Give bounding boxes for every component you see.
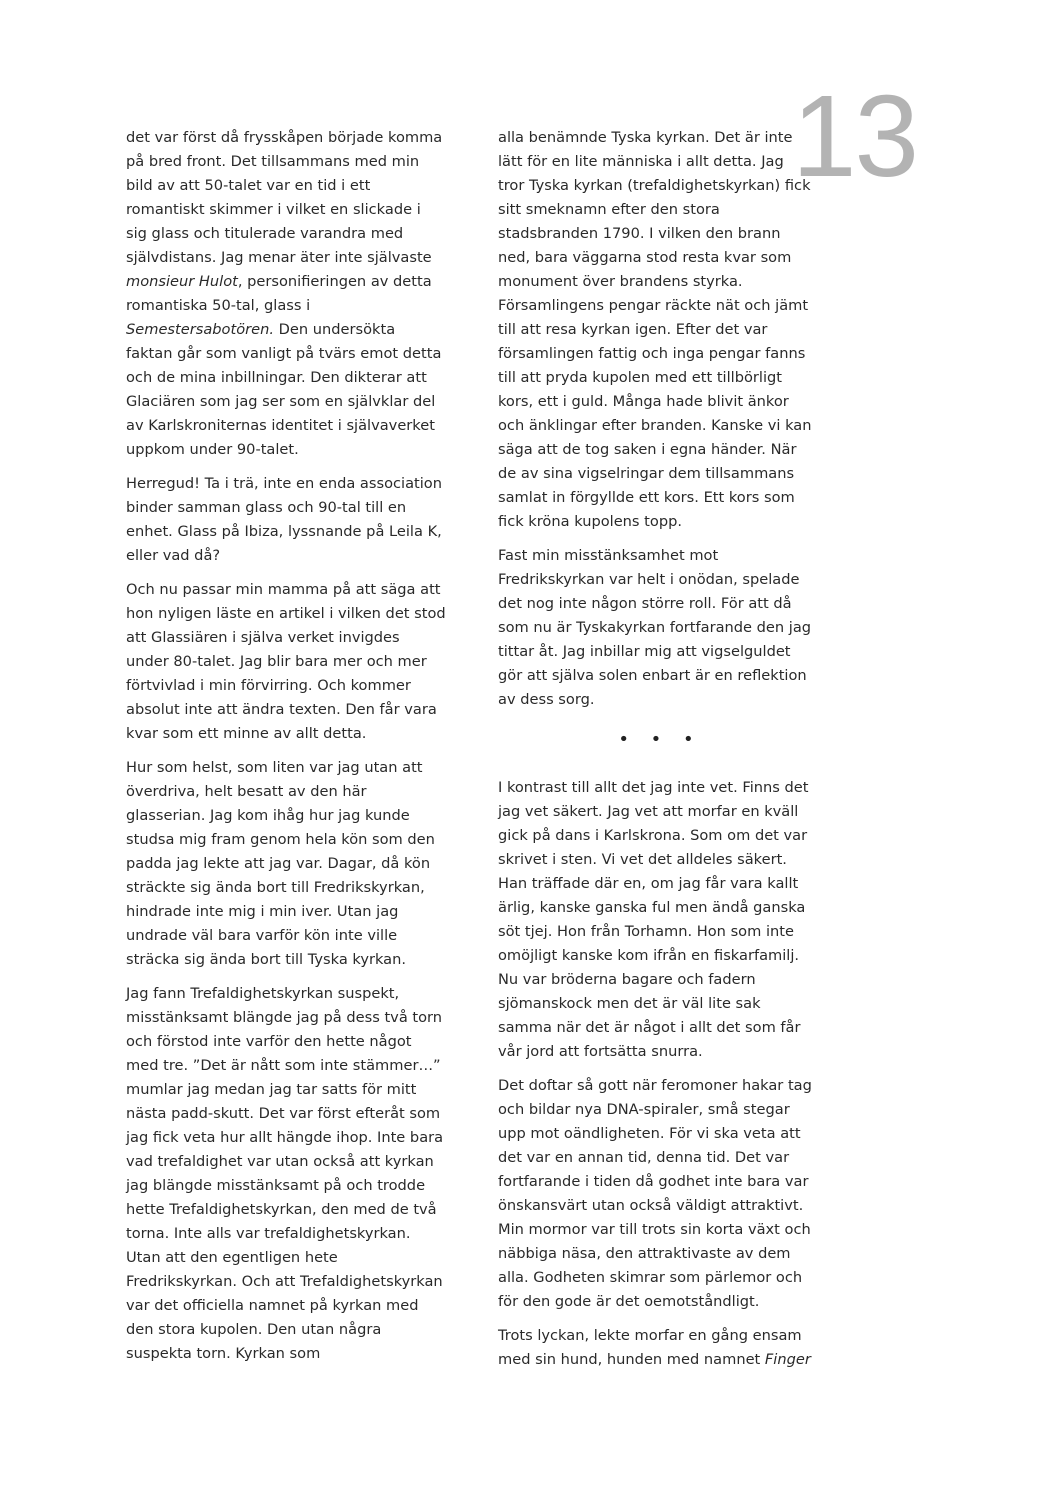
left-text-column xyxy=(126,126,446,1376)
paragraph: Det doftar så gott när feromoner hakar tag och bildar nya DNA-spiraler, små stegar upp mot oändligheten. För vi ska veta att det var en annan tid, denna tid. Det var fortfarande i tiden då godhet inte bara var önskansvärt utan också väldigt attraktivt. Min mormor var till trots sin korta växt och näbbiga näsa, den attraktivaste av dem alla. Godheten skimrar som pärlemor och för den gode är det oemotståndligt. xyxy=(498,1077,812,1310)
italic-title: Semestersabotören. xyxy=(126,321,274,338)
page-number: 13 xyxy=(792,71,918,201)
paragraph: Jag fann Trefaldighetskyrkan suspekt, misstänksamt blängde jag på dess två torn och förstod inte varför den hette något med tre. ”Det är nått som inte stämmer…” mumlar jag medan jag tar satts för mitt nästa padd-skutt. Det var först efteråt som jag fick veta hur allt hängde ihop. Inte bara vad trefaldighet var utan också att kyrkan jag blängde misstänksamt på och trodde hette Trefaldighetskyrkan, den med de två torna. Inte alls var trefaldighetskyrkan. Utan att den egentligen hete Fredrikskyrkan. Och att Trefaldighetskyrkan var det officiella namnet på kyrkan med den stora kupolen. Den utan några suspekta torn. Kyrkan som xyxy=(126,985,444,1362)
paragraph xyxy=(126,126,446,462)
paragraph-text: det var först då frysskåpen började komma på bred front. Det tillsammans med min bild av att 50-talet var en tid i ett romantiskt skimmer i vilket en slickade i sig glass och titulerade varandra med självdistans. Jag menar äter inte självaste xyxy=(126,129,443,266)
right-text-column xyxy=(498,126,814,1382)
italic-title: monsieur Hulot xyxy=(126,273,238,290)
italic-name: Finger xyxy=(764,1351,811,1368)
paragraph: I kontrast till allt det jag inte vet. Finns det jag vet säkert. Jag vet att morfar en kväll gick på dans i Karlskrona. Som om det var skrivet i sten. Vi vet det alldeles säkert. Han träffade där en, om jag får vara kallt ärlig, kanske ganska ful men ändå ganska söt tjej. Hon från Torhamn. Hon som inte omöjligt kanske kom ifrån en fiskarfamilj. Nu var bröderna bagare och fadern sjömanskock men det är väl lite sak samma när det är något i allt det som får vår jord att fortsätta snurra. xyxy=(498,779,809,1060)
paragraph xyxy=(498,1324,814,1372)
paragraph-text: , personifieringen av detta romantiska 50-tal, glass i xyxy=(126,273,432,314)
paragraph: Hur som helst, som liten var jag utan att överdriva, helt besatt av den här glasserian. Jag kom ihåg hur jag kunde studsa mig fram genom hela kön som den padda jag lekte att jag var. Dagar, då kön sträckte sig ända bort till Fredrikskyrkan, hindrade inte mig i min iver. Utan jag undrade väl bara varför kön inte ville sträcka sig ända bort till Tyska kyrkan. xyxy=(126,759,435,968)
paragraph: alla benämnde Tyska kyrkan. Det är inte lätt för en lite människa i allt detta. Jag tror Tyska kyrkan (trefaldighetskyrkan) fick sitt smeknamn efter den stora stadsbranden 1790. I vilken den brann ned, bara väggarna stod resta kvar som monument över brandens styrka. Församlingens pengar räckte nät och jämt till att resa kyrkan igen. Efter det var församlingen fattig och inga pengar fanns till att pryda kupolen med ett tillbörligt kors, ett i guld. Många hade blivit änkor och änklingar efter branden. Kanske vi kan säga att de tog saken i egna händer. När de av sina vigselringar dem tillsammans samlat in förgyllde ett kors. Ett kors som fick kröna kupolens topp. xyxy=(498,129,812,530)
paragraph-text: Trots lyckan, lekte morfar en gång ensam med sin hund, hunden med namnet xyxy=(498,1327,802,1368)
section-break: • • • xyxy=(618,729,702,750)
paragraph: Fast min misstänksamhet mot Fredrikskyrkan var helt i onödan, spelade det nog inte någon större roll. För att då som nu är Tyskakyrkan fortfarande den jag tittar åt. Jag inbillar mig att vigselguldet gör att själva solen enbart är en reflektion av dess sorg. xyxy=(498,547,812,708)
paragraph: Herregud! Ta i trä, inte en enda association binder samman glass och 90-tal till en enhet. Glass på Ibiza, lyssnande på Leila K, eller vad då? xyxy=(126,475,442,564)
paragraph: Och nu passar min mamma på att säga att hon nyligen läste en artikel i vilken det stod att Glassiären i själva verket invigdes under 80-talet. Jag blir bara mer och mer förtvivlad i min förvirring. Och kommer absolut inte att ändra texten. Den får vara kvar som ett minne av allt detta. xyxy=(126,581,446,742)
paragraph-text: Den undersökta faktan går som vanligt på tvärs emot detta och de mina inbillningar. Den dikterar att Glaciären som jag ser som en självklar del av Karlskroniternas identitet i självaverket uppkom under 90-talet. xyxy=(126,321,442,458)
